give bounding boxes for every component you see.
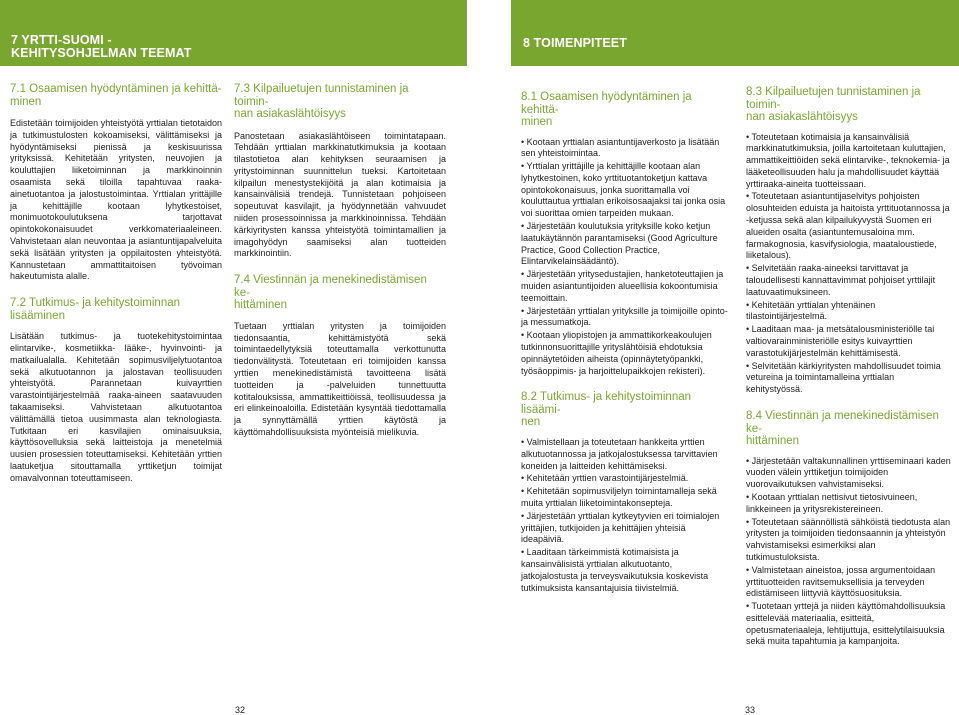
section-8-1-list	[521, 137, 731, 378]
list-item: • Selvitetään kärkiyritysten mahdollisuudet toimia vetureina ja toimintamalleina yrttialan kehitystyössä.	[746, 360, 941, 395]
list-item: • Kootaan yliopistojen ja ammattikorkeakoulujen tutkinnonsuorittajille yrityslähtöisiä ehdotuksia opinnäytetöiden aiheista (opinnäytetyöpankki, työsäoppimis- ja harjoittelupaikkojen rekisteri).	[521, 330, 712, 376]
list-item: • Kehitetään yrttialan yhtenäinen tilastointijärjestelmä.	[746, 299, 876, 322]
list-item: • Kootaan yrttialan nettisivut tietosivuineen, linkkeineen ja yritysrekistereineen.	[746, 491, 918, 514]
column-1	[10, 83, 222, 485]
page-number-left: 32	[235, 705, 246, 715]
list-item: • Valmistetaan aineistoa, jossa argumentoidaan yrttituotteiden ravitsemuksellisia ja terveyden edistämiseen liittyviä käyttösuosituksia.	[746, 564, 936, 599]
section-7-2-heading: 7.2 Tutkimus- ja kehitystoiminnan lisääminen	[10, 297, 181, 322]
list-item: • Kootaan yrttialan asiantuntijaverkosto ja lisätään sen yhteistoimintaa.	[521, 136, 720, 159]
list-item: • Laaditaan tärkeimmistä kotimaisista ja kansainvälisistä yrttialan alkutuotanto, jatkojalostusta ja terveysvaikutuksia koskevista tutkimuksista kansantajuisia tiivistelmiä.	[521, 547, 709, 593]
list-item: • Valmistellaan ja toteutetaan hankkeita yrttien alkutuotannossa ja jatkojalostuksessa tarvittavien koneiden ja laitteiden kehittämiseksi.	[521, 436, 718, 471]
section-8-4-heading: 8.4 Viestinnän ja menekinedistämisen ke- hittäminen	[746, 410, 939, 448]
right-header-title: 8 TOIMENPITEET	[523, 36, 627, 50]
list-item: • Järjestetään valtakunnallinen yrttiseminaari kaden vuoden välein yrttiketjun toimijoiden vuorovaikutuksen vahvistamiseksi.	[746, 455, 951, 490]
list-item: • Toteutetaan säännöllistä sähköistä tiedotusta alan yritysten ja toimijoiden tiedonsaannin ja yhteistyön vahvistamiseksi esimerkiksi alan tutkimustuloksista.	[746, 516, 951, 562]
section-8-3-heading: 8.3 Kilpailuetujen tunnistaminen ja toimin- nan asiakaslähtöisyys	[746, 86, 921, 123]
section-7-1-heading: 7.1 Osaamisen hyödyntäminen ja kehittä- minen	[10, 83, 222, 108]
section-7-3-text: Panostetaan asiakaslähtöiseen toimintatapaan. Tehdään yrttialan markkinatutkimuksia ja kootaan tilastotietoa alan kehityksen seuraamisen ja yritystoiminnan suunnittelun tueksi. Kartoitetaan kilpailun menestystekijöitä ja alan kotimaisia ja kansainvälisiä trendejä. Tunnistetaan pohjoiseen sopeutuvat kasvilajit, ja hyödynnetään vahvuudet niiden prosessoinnissa ja markkinoinnissa. Tehdään kärkiyritysten kanssa yhteistyötä toimintamallien ja imagohyödyn saamiseksi alan tuotteiden markkinointiin.	[234, 130, 446, 259]
column-2	[234, 83, 446, 439]
section-7-4-text: Tuetaan yrttialan yritysten ja toimijoiden tiedonsaantia, kehittämistyötä sekä toimintaedellytyksiä toteuttamalla verkottunutta tiedonvälitystä. Toteutetaan eri toimijoiden kanssa yrttien menekinedistämistä tavoitteena lisätä tuotteiden ja -palveluiden tunnettuutta kotitalouksissa, ammattikeittiöissä, teollisuudessa ja eri elinkeinoaloilla. Edistetään kysyntää tiedottamalla ja synnyttämällä yrttien käytöstä ja käyttömahdollisuuksista myönteisiä mielikuvia.	[234, 320, 446, 437]
section-8-1-heading: 8.1 Osaamisen hyödyntäminen ja kehittä- minen	[521, 91, 692, 128]
list-item: • Selvitetään raaka-aineeksi tarvittavat ja taloudellisesti kannattavimmat pohjoiset yrttilajit laatuvaatimuksineen.	[746, 263, 936, 297]
list-item: • Yrttialan yrittäjille ja kehittäjille kootaan alan lyhytkestoinen, koko yrttituotantoketjun kattava opintokokonaisuus, jonka suorittamalla voi kouluttautua yrttialan erikoisosaajaksi tai jonka osia voi suorittaa omien tarpeiden mukaan.	[521, 161, 726, 219]
list-item: • Toteutetaan kotimaisia ja kansainvälisiä markkinatutkimuksia, joilla kartoitetaan kuluttajien, ammattikeittiöiden sekä elintarvike-, teknokemia- ja lääketeollisuuden halu ja mahdollisuudet käyttää yrttiraaka-aineita tuotteissaan.	[746, 131, 950, 189]
list-item: • Järjestetään koulutuksia yrityksille koko ketjun laatukäytännön parantamiseksi (Good Agriculture Practice, Good Collection Practice, Elintarvikelainsäädäntö).	[521, 221, 718, 267]
left-header-title	[11, 34, 191, 60]
list-item: • Järjestetään yritysedustajien, hanketoteuttajien ja muiden asiantuntijoiden alueellisia kokoontumisia teemoittain.	[521, 269, 724, 303]
list-item: • Toteutetaan asiantuntijaselvitys pohjoisten olosuhteiden eduista ja haitoista yrttituotannossa ja -ketjussa sekä alan kilpailukyvystä Suomen eri alueiden osalta (asiantuntemusaloina mm. farmakognosia, kasvifysiologia, maataloustiede, liiketalous).	[746, 191, 950, 261]
section-8-2-heading: 8.2 Tutkimus- ja kehitystoiminnan lisäämi- nen	[521, 391, 692, 429]
left-header-title-line1: 7 YRTTI-SUOMI -	[11, 33, 112, 47]
section-7-4-heading: 7.4 Viestinnän ja menekinedistämisen ke- hittäminen	[234, 274, 427, 312]
column-3	[521, 91, 731, 595]
section-7-2-text: Lisätään tutkimus- ja tuotekehitystoimintaa elintarvike-, kosmetiikka- lääke-, hyvinvointi- ja matkailualalla. Kehitetään sopimusviljelytuotantoa sekä alkutuotannon ja jalostavan teollisuuden yhteistyötä. Parannetaan kuivayrttien varastointijärjestelmää raaka-aineen saatavuuden takaamiseksi. Vahvistetaan alkutuotantoa välittämällä tietoa uusimmasta alan teknologiasta. Tutkitaan eri kasvilajien ominaisuuksia, käyttösovelluksia sekä laitteistoja ja menetelmiä uusien prosessien toteuttamiseksi. Kehitetään yrttien laatuketjua sitouttamalla yrttiketjun toimijat omavalvonnan toteuttamiseen.	[10, 331, 222, 483]
page-number-right: 33	[745, 705, 756, 715]
section-8-4-list	[746, 456, 951, 649]
section-7-3-heading: 7.3 Kilpailuetujen tunnistaminen ja toimin- nan asiakaslähtöisyys	[234, 83, 409, 120]
list-item: • Laaditaan maa- ja metsätalousministeriölle tai valtiovarainministeriölle esitys kuivayrttien varastotukijärjestelmän kehittämisestä.	[746, 324, 935, 358]
list-item: • Tuotetaan yrttejä ja niiden käyttömahdollisuuksia esittelevää materiaalia, esitteitä, opetusmateriaaleja, lehtijuttuja, esittelytilaisuuksia sekä muita tapahtumia ja kampanjoita.	[746, 601, 946, 647]
section-8-3-list	[746, 132, 951, 397]
section-7-1-text: Edistetään toimijoiden yhteistyötä yrttialan tietotaidon ja tutkimustulosten kokoamiseksi, välittämiseksi ja hyödyntämiseksi pienissä ja keskisuurissa yrityksissä. Kehitetään yritysten, neuvojien ja kouluttajien liiketoiminnan ja markkinoinnin osaamista sekä tiloilla tapahtuvaa raaka-ainetuotantoa ja jalostustoimintaa. Yrttialan yrittäjille ja kehittäjille kootaan lyhytkestoiset, monimuotokoulutuksena tarjottavat opintokokonaisuudet verkkomateriaaleineen. Vahvistetaan alan neuvontaa ja asiantuntijapalveluita sekä lisätään yritysten ja oppilaitosten yhteistyötä. Kannustetaan ammattitaitoisen työvoiman hakeutumista alalle.	[10, 118, 222, 282]
section-8-2-list	[521, 437, 731, 594]
list-item: • Järjestetään yrttialan kytkeytyvien eri toimialojen yrittäjien, tutkijoiden ja kehittäjien yhteisiä ideapäiviä.	[521, 510, 720, 545]
left-header-title-line2: KEHITYSOHJELMAN TEEMAT	[11, 46, 192, 60]
right-header-band	[511, 0, 959, 66]
list-item: • Kehitetään sopimusviljelyn toimintamalleja sekä muita yrttialan liiketoimintakonsepteja.	[521, 486, 717, 508]
list-item: • Kehitetään yrttien varastointijärjestelmiä.	[521, 473, 689, 484]
list-item: • Järjestetään yrttialan yrityksille ja toimijoille opinto- ja messumatkoja.	[521, 305, 728, 328]
left-header-band	[0, 0, 467, 66]
column-4	[746, 86, 951, 649]
